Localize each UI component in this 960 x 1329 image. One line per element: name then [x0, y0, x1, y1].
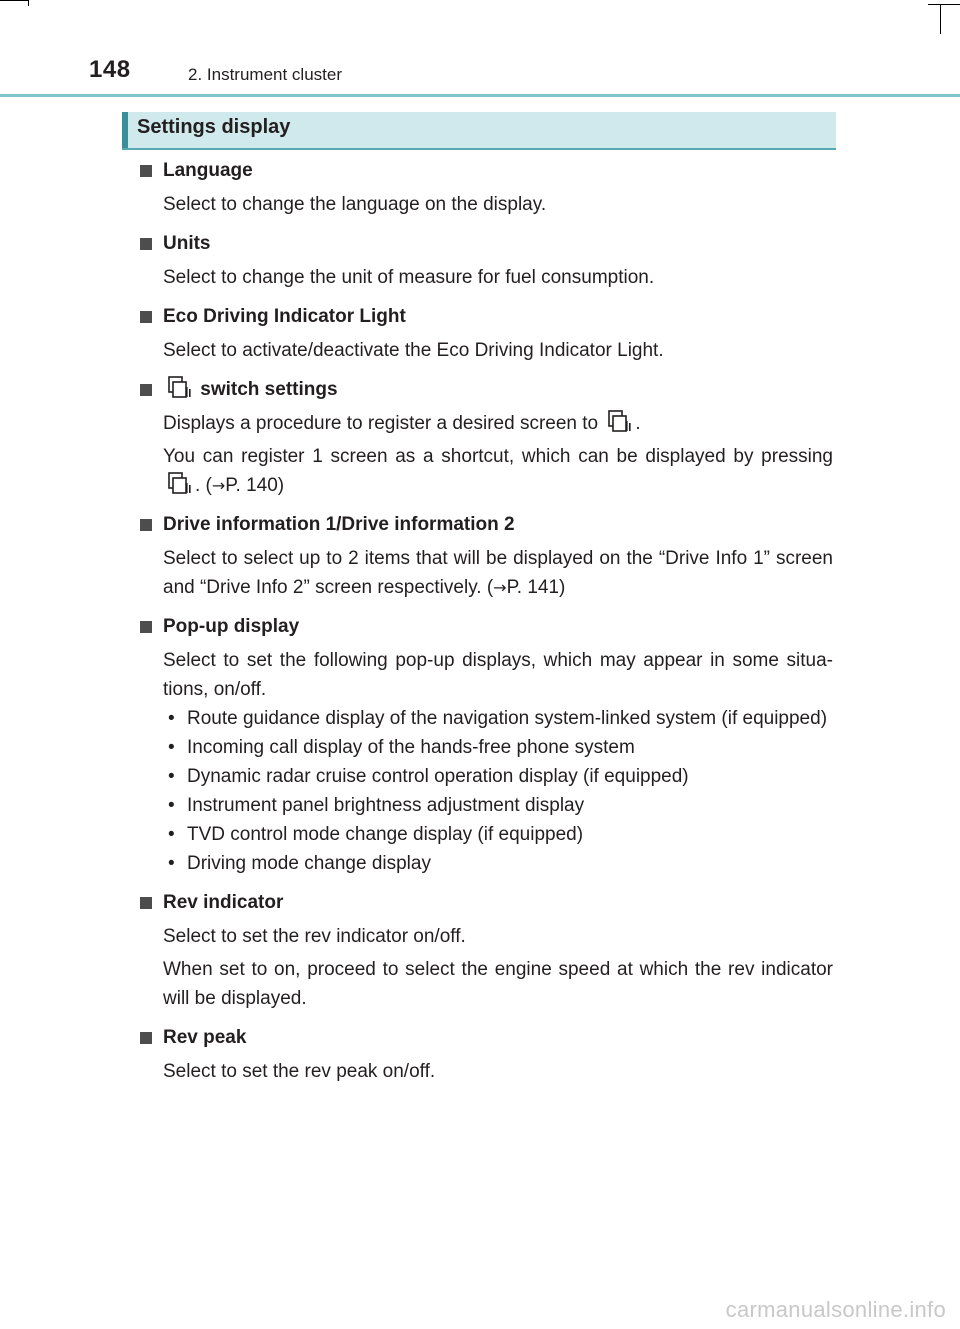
item-description: Select to change the language on the display. — [163, 194, 547, 215]
bullet-dot-icon: • — [168, 708, 175, 729]
list-item: • Instrument panel brightness adjustment display — [165, 791, 833, 820]
item-description: Select to set the rev peak on/off. — [163, 1061, 436, 1082]
page-reference-link[interactable]: P. 141) — [506, 577, 566, 598]
item-description: Select to select up to 2 items that will be displayed on the “Drive Info 1” screen and “Drive Info 2” screen respectively. (→P. 141) — [163, 548, 833, 598]
item-switch-settings — [138, 375, 833, 500]
square-bullet-icon — [140, 311, 152, 323]
item-description: Select to activate/deactivate the Eco Driving Indicator Light. — [163, 340, 664, 361]
item-description: When set to on, proceed to select the engine speed at which the rev indicator will be displayed. — [163, 959, 833, 1009]
square-bullet-icon — [140, 519, 152, 531]
page-number: 148 — [89, 56, 131, 83]
bullet-dot-icon: • — [168, 766, 175, 787]
chapter-title: 2. Instrument cluster — [188, 65, 343, 84]
page-reference-link[interactable]: P. 140) — [225, 475, 285, 496]
item-rev-indicator — [138, 888, 833, 1013]
item-title: switch settings — [200, 379, 338, 400]
list-item: • Driving mode change display — [165, 849, 833, 878]
square-bullet-icon — [140, 384, 152, 396]
item-drive-information — [138, 510, 833, 602]
bullet-dot-icon: • — [168, 795, 175, 816]
item-title: Pop-up display — [163, 616, 300, 637]
square-bullet-icon — [140, 621, 152, 633]
item-rev-peak — [138, 1023, 833, 1086]
display-switch-icon — [166, 375, 192, 401]
item-title: Language — [163, 160, 253, 181]
item-description: Select to change the unit of measure for fuel consumption. — [163, 267, 655, 288]
item-description: Select to set the following pop-up displays, which may appear in some situa-tions, on/off. — [163, 650, 833, 700]
content — [138, 156, 833, 1096]
item-description: Select to set the rev indicator on/off. — [163, 926, 466, 947]
item-units — [138, 229, 833, 292]
crop-mark — [928, 4, 960, 5]
list-item: • Incoming call display of the hands-free phone system — [165, 733, 833, 762]
item-title: Eco Driving Indicator Light — [163, 306, 406, 327]
item-popup-display — [138, 612, 833, 878]
bullet-list — [138, 704, 833, 878]
display-switch-icon — [166, 471, 192, 497]
page-header — [0, 56, 960, 96]
item-title: Drive information 1/Drive information 2 — [163, 514, 515, 535]
bullet-dot-icon: • — [168, 737, 175, 758]
section-accent-bar — [122, 112, 128, 148]
item-title: Units — [163, 233, 211, 254]
list-item: • TVD control mode change display (if equipped) — [165, 820, 833, 849]
item-title: Rev indicator — [163, 892, 284, 913]
display-switch-icon — [606, 409, 632, 435]
bullet-dot-icon: • — [168, 824, 175, 845]
crop-mark — [28, 0, 29, 6]
crop-mark — [940, 4, 941, 34]
item-title: Rev peak — [163, 1027, 247, 1048]
square-bullet-icon — [140, 897, 152, 909]
section-banner — [122, 112, 836, 150]
watermark: carmanualsonline.info — [725, 1297, 946, 1322]
list-item: • Route guidance display of the navigation system-linked system (if equipped) — [165, 704, 833, 733]
square-bullet-icon — [140, 165, 152, 177]
list-item: • Dynamic radar cruise control operation display (if equipped) — [165, 762, 833, 791]
section-title: Settings display — [137, 116, 291, 138]
square-bullet-icon — [140, 1032, 152, 1044]
header-rule — [0, 94, 960, 97]
item-description: You can register 1 screen as a shortcut, which can be displayed by pressing . (→P. 140) — [163, 446, 833, 496]
item-description: Displays a procedure to register a desired screen to . — [138, 409, 833, 438]
item-eco-driving — [138, 302, 833, 365]
right-arrow-icon: → — [493, 578, 507, 597]
crop-mark — [0, 0, 28, 1]
bullet-dot-icon: • — [168, 853, 175, 874]
right-arrow-icon: → — [211, 476, 226, 495]
item-language — [138, 156, 833, 219]
square-bullet-icon — [140, 238, 152, 250]
